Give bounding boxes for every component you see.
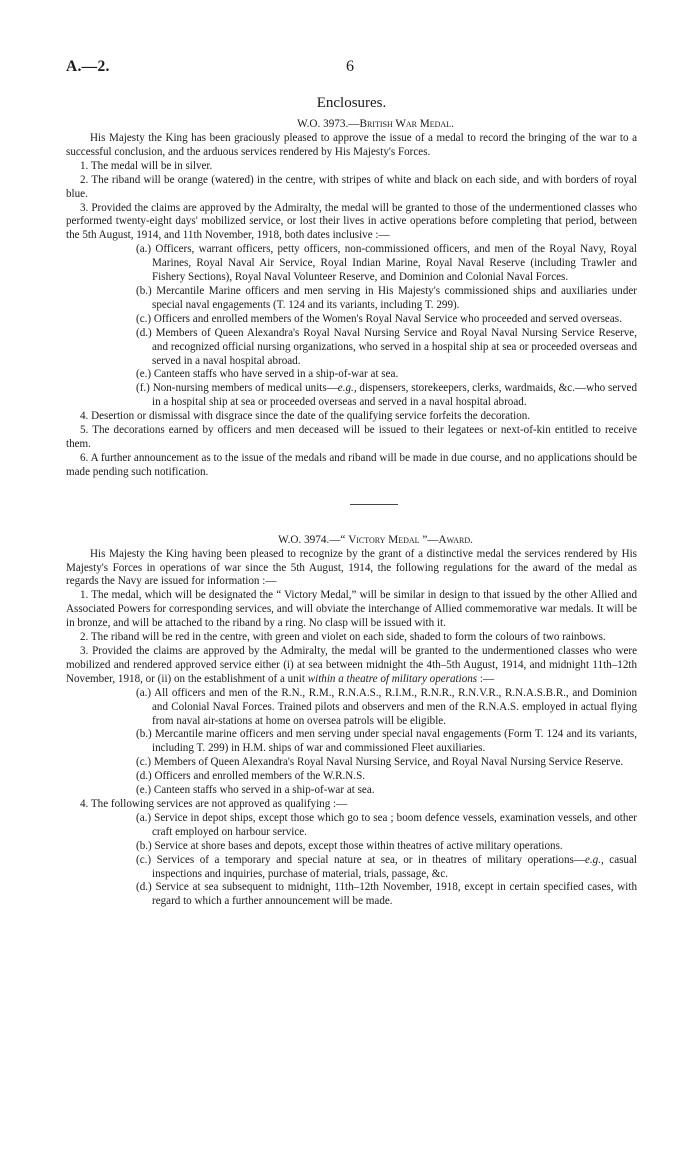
wo-3974-title-award: Award. (438, 533, 473, 546)
wo-3973-clause-e: (e.) Canteen staffs who have served in a ship-of-war at sea. (136, 368, 399, 381)
wo-3973-para-3: 3. Provided the claims are approved by the Admiralty, the medal will be granted to those of the undermentioned classes who performed twenty-eight days' mobilized service, or lost their lives in active operations before completing that period, between the 5th August, 1914, and 11th November, 1918, both dates inclusive :— (66, 201, 637, 242)
wo-3974-exclusion-a: (a.) Service in depot ships, except those which go to sea ; boom defence vessels, examination vessels, and other craft employed on harbour service. (136, 811, 637, 838)
wo-3974-para-4: 4. The following services are not approved as qualifying :— (80, 797, 348, 810)
wo-3974-section (66, 533, 637, 910)
wo-3973-para-6: 6. A further announcement as to the issue of the medals and riband will be made in due course, and no applications should be made pending such notification. (66, 451, 637, 478)
wo-3974-exclusion-d: (d.) Service at sea subsequent to midnight, 11th–12th November, 1918, except in certain specified cases, with regard to which a further announcement will be made. (136, 881, 637, 908)
wo-3973-clause-f-post: dispensers, storekeepers, clerks, wardmaids, &c.—who served in a hospital ship at sea or proceeded overseas and served in a naval hospital abroad. (152, 382, 637, 409)
wo-3973-para-1: 1. The medal will be in silver. (80, 159, 213, 172)
wo-3974-clause-c: (c.) Members of Queen Alexandra's Royal Naval Nursing Service, and Royal Naval Nursing Service Reserve. (136, 756, 624, 769)
wo-3974-para-3-post: :— (477, 672, 495, 685)
wo-3974-exclusion-b: (b.) Service at shore bases and depots, except those within theatres of active military operations. (136, 839, 563, 852)
wo-3974-para-1: 1. The medal, which will be designated the “ Victory Medal,” will be similar in design to that issued by the other Allied and Associated Powers for corresponding services, and will obviate the interchange of Allied commemorative war medals. It will be in bronze, and will be attached to the riband by a ring. No clasp will be issued with it. (66, 589, 637, 630)
wo-3973-clause-b: (b.) Mercantile Marine officers and men serving in His Majesty's commissioned ships and auxiliaries under special naval engagements (T. 124 and its variants, including T. 299). (136, 284, 637, 311)
wo-3974-exclusion-c-post: casual inspections and inquiries, purchase of material, trials, passage, &c. (152, 853, 637, 880)
wo-3974-title-prefix: W.O. 3974.—“ (278, 533, 349, 546)
wo-3973-section (66, 117, 637, 480)
wo-3973-clause-c: (c.) Officers and enrolled members of the Women's Royal Naval Service who proceeded and served overseas. (136, 312, 622, 325)
wo-3974-title (66, 533, 637, 547)
wo-3973-title (66, 117, 637, 131)
page-body (66, 94, 637, 909)
wo-3973-clause-f-eg: e.g., (337, 382, 357, 395)
wo-3974-exclusion-c (66, 854, 637, 882)
wo-3974-clause-a: (a.) All officers and men of the R.N., R.M., R.N.A.S., R.I.M., R.N.R., R.N.V.R., R.N.A.S.B.R., and Dominion and Colonial Naval Forces. Trained pilots and observers and men of the R.N.A.S. employed in actual flying from naval air-stations at home on oversea patrols will be eligible. (136, 686, 637, 727)
wo-3974-intro: His Majesty the King having been pleased to recognize by the grant of a distinctive medal the services rendered by His Majesty's Forces in operations of war since the 5th August, 1914, the following regulations for the award of the medal as regards the Navy are issued for information :— (66, 547, 637, 588)
wo-3973-title-prefix: W.O. 3973.— (297, 118, 360, 130)
wo-3973-clause-f (66, 382, 637, 410)
wo-3973-clause-f-pre: (f.) Non-nursing members of medical units— (136, 382, 338, 395)
page-number: 6 (346, 58, 354, 75)
wo-3974-title-name: Victory Medal (348, 533, 420, 546)
wo-3974-clause-b: (b.) Mercantile marine officers and men serving under special naval engagements (Form T. 124 and its variants, including T. 299) in H.M. ships of war and commissioned Fleet auxiliaries. (136, 728, 637, 755)
page-reference: A.—2. (66, 58, 110, 75)
wo-3974-title-mid: ”— (419, 533, 439, 546)
wo-3973-clause-a: (a.) Officers, warrant officers, petty officers, non-commissioned officers, and men of the Royal Navy, Royal Marines, Royal Naval Air Service, Royal Indian Marine, Royal Naval Reserve (including Trawler and Fishery Sections), Royal Naval Volunteer Reserve, and Dominion and Colonial Naval Forces. (136, 243, 637, 284)
wo-3973-para-4: 4. Desertion or dismissal with disgrace since the date of the qualifying service forfeits the decoration. (80, 410, 531, 423)
wo-3974-clause-e: (e.) Canteen staffs who served in a ship-of-war at sea. (136, 784, 375, 797)
wo-3974-exclusion-c-eg: e.g., (584, 853, 604, 866)
enclosures-heading: Enclosures. (316, 95, 387, 111)
wo-3974-para-3-italic: within a theatre of military operations (307, 672, 478, 685)
section-divider (350, 504, 398, 505)
wo-3974-clause-d: (d.) Officers and enrolled members of the W.R.N.S. (136, 770, 366, 783)
page-header (0, 58, 700, 78)
wo-3974-para-2: 2. The riband will be red in the centre, with green and violet on each side, shaded to form the colours of two rainbows. (80, 631, 606, 644)
wo-3974-para-3 (66, 645, 637, 687)
wo-3973-clause-d: (d.) Members of Queen Alexandra's Royal Naval Nursing Service and Royal Naval Nursing Service Reserve, and recognized official nursing organizations, who served in a hospital ship at sea or proceeded overseas and served in a naval hospital abroad. (136, 326, 637, 367)
wo-3973-intro: His Majesty the King has been graciously pleased to approve the issue of a medal to record the bringing of the war to a successful conclusion, and the arduous services rendered by His Majesty's Forces. (66, 132, 637, 158)
wo-3973-para-5: 5. The decorations earned by officers and men deceased will be issued to their legatees or next-of-kin entitled to receive them. (66, 424, 637, 450)
wo-3974-para-3-pre: 3. Provided the claims are approved by the Admiralty, the medal will be granted to the undermentioned classes who were mobilized and rendered approved service either (i) at sea between midnight the 4th–5th August, 1914, and midnight 11th–12th November, 1918, or (ii) on the establishment of a unit (66, 645, 637, 685)
wo-3974-exclusion-c-pre: (c.) Services of a temporary and special nature at sea, or in theatres of military operations— (136, 853, 585, 866)
wo-3973-title-name: British War Medal. (359, 118, 454, 130)
wo-3973-para-2: 2. The riband will be orange (watered) in the centre, with stripes of white and black on each side, and with borders of royal blue. (66, 173, 637, 200)
